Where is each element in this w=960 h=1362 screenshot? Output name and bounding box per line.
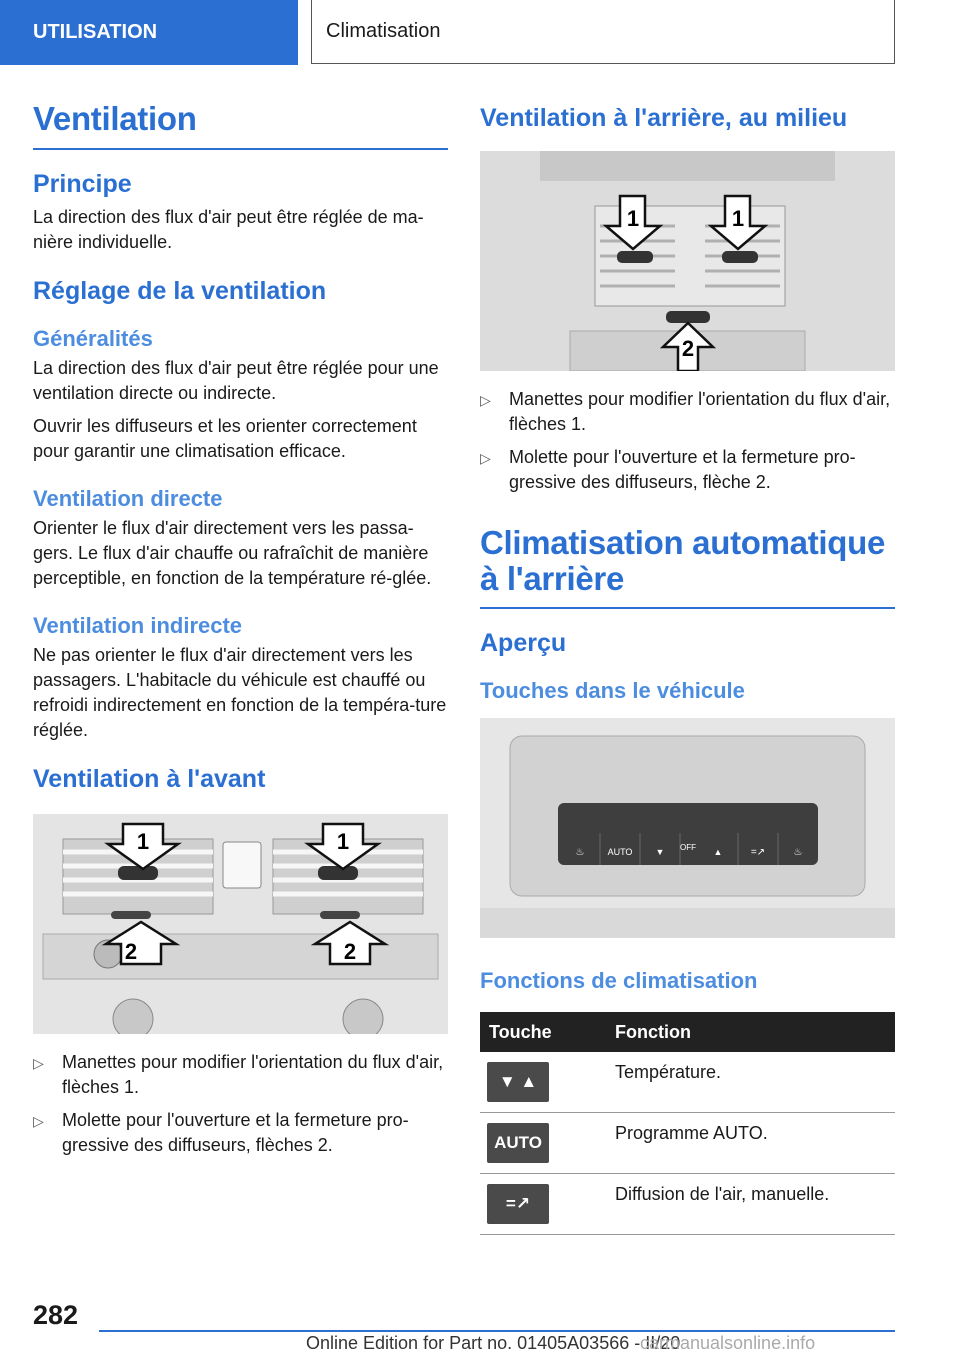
heading-arriere: Ventilation à l'arrière, au milieu (480, 104, 848, 132)
footer-rule (99, 1330, 895, 1332)
triangle-bullet-icon: ▷ (480, 392, 491, 408)
section-title-climatisation: Climatisation automatique à l'arrière (480, 524, 886, 597)
text-generalites-1: La direction des flux d'air peut être réglée pour une ventilation directe ou indirecte. (33, 358, 439, 403)
panel-off-label: OFF (680, 843, 696, 852)
list-item: ▷ Molette pour l'ouverture et la fermeture pro-gressive des diffuseurs, flèches 2. (33, 1110, 409, 1155)
col-header-fonction: Fonction (615, 1012, 895, 1052)
edition-note: Online Edition for Part no. 01405A03566 - II/20 (306, 1333, 681, 1353)
callout-2-left: 2 (124, 939, 138, 964)
chapter-label: Climatisation (326, 20, 441, 42)
callout-1-left: 1 (136, 829, 150, 854)
front-vent-illustration (33, 814, 448, 1034)
svg-text:▲: ▲ (713, 847, 723, 857)
right-column (480, 104, 895, 1235)
auto-key-icon: AUTO (487, 1123, 549, 1163)
heading-directe: Ventilation directe (33, 486, 223, 511)
svg-text:▼: ▼ (655, 847, 665, 857)
callout-2-right: 2 (343, 939, 357, 964)
heading-avant: Ventilation à l'avant (33, 765, 266, 793)
front-vent-drawing (33, 814, 448, 1034)
text-indirecte: Ne pas orienter le flux d'air directement vers les passagers. L'habitacle du véhicule est chauffé ou refroidi indirectement en fonction de la tempéra-ture réglée. (33, 645, 447, 740)
triangle-bullet-icon: ▷ (33, 1113, 44, 1129)
text-principe: La direction des flux d'air peut être réglée de ma-nière individuelle. (33, 207, 424, 252)
chapter-tab (311, 0, 895, 64)
callout-2: 2 (681, 336, 695, 361)
svg-text:♨: ♨ (793, 847, 803, 858)
section-rule (480, 607, 895, 609)
temperature-keys-icon: ▼ ▲ (487, 1062, 549, 1102)
function-cell: Diffusion de l'air, manuelle. (615, 1174, 895, 1235)
heading-generalites: Généralités (33, 326, 153, 351)
triangle-bullet-icon: ▷ (480, 450, 491, 466)
rear-vent-list (480, 387, 895, 495)
title-rule (33, 148, 448, 150)
page-title: Ventilation (33, 100, 197, 137)
heading-indirecte: Ventilation indirecte (33, 613, 243, 638)
table-header-row (480, 1012, 895, 1052)
callout-1-right: 1 (731, 206, 745, 231)
text-directe: Orienter le flux d'air directement vers les passa-gers. Le flux d'air chauffe ou rafraîchit de manière perceptible, en fonction de la température ré-glée. (33, 518, 432, 588)
heading-touches: Touches dans le véhicule (480, 678, 745, 703)
section-tab (0, 0, 298, 65)
heading-apercu: Aperçu (480, 629, 567, 657)
table-row (480, 1113, 895, 1174)
callout-1-right: 1 (336, 829, 350, 854)
front-vent-list (33, 1050, 448, 1158)
rear-vent-illustration (480, 151, 895, 371)
list-item: ▷ Manettes pour modifier l'orientation du flux d'air, flèches 1. (33, 1052, 444, 1097)
table-row (480, 1174, 895, 1235)
air-distribution-key-icon: =↗ (487, 1184, 549, 1224)
text-generalites-2: Ouvrir les diffuseurs et les orienter correctement pour garantir une climatisation efficace. (33, 416, 417, 461)
list-item: ▷ Manettes pour modifier l'orientation du flux d'air, flèches 1. (480, 389, 891, 434)
rear-vent-drawing (480, 151, 895, 371)
control-panel-illustration (480, 718, 895, 938)
function-cell: Température. (615, 1052, 895, 1113)
function-cell: Programme AUTO. (615, 1113, 895, 1174)
callout-1-left: 1 (626, 206, 640, 231)
heading-principe: Principe (33, 170, 132, 198)
panel-auto-label: AUTO (607, 847, 633, 857)
triangle-bullet-icon: ▷ (33, 1055, 44, 1071)
control-panel-drawing (480, 718, 895, 938)
functions-table (480, 1012, 895, 1235)
svg-text:♨: ♨ (575, 847, 585, 858)
col-header-touche: Touche (480, 1012, 615, 1052)
left-column (33, 100, 448, 1166)
page-number: 282 (33, 1300, 79, 1330)
watermark: carmanualsonline.info (640, 1333, 816, 1353)
section-label: UTILISATION (33, 21, 158, 43)
svg-text:=↗: =↗ (750, 847, 766, 858)
heading-fonctions: Fonctions de climatisation (480, 968, 758, 993)
list-item: ▷ Molette pour l'ouverture et la fermeture pro-gressive des diffuseurs, flèche 2. (480, 447, 856, 492)
table-row (480, 1052, 895, 1113)
heading-reglage: Réglage de la ventilation (33, 277, 327, 305)
